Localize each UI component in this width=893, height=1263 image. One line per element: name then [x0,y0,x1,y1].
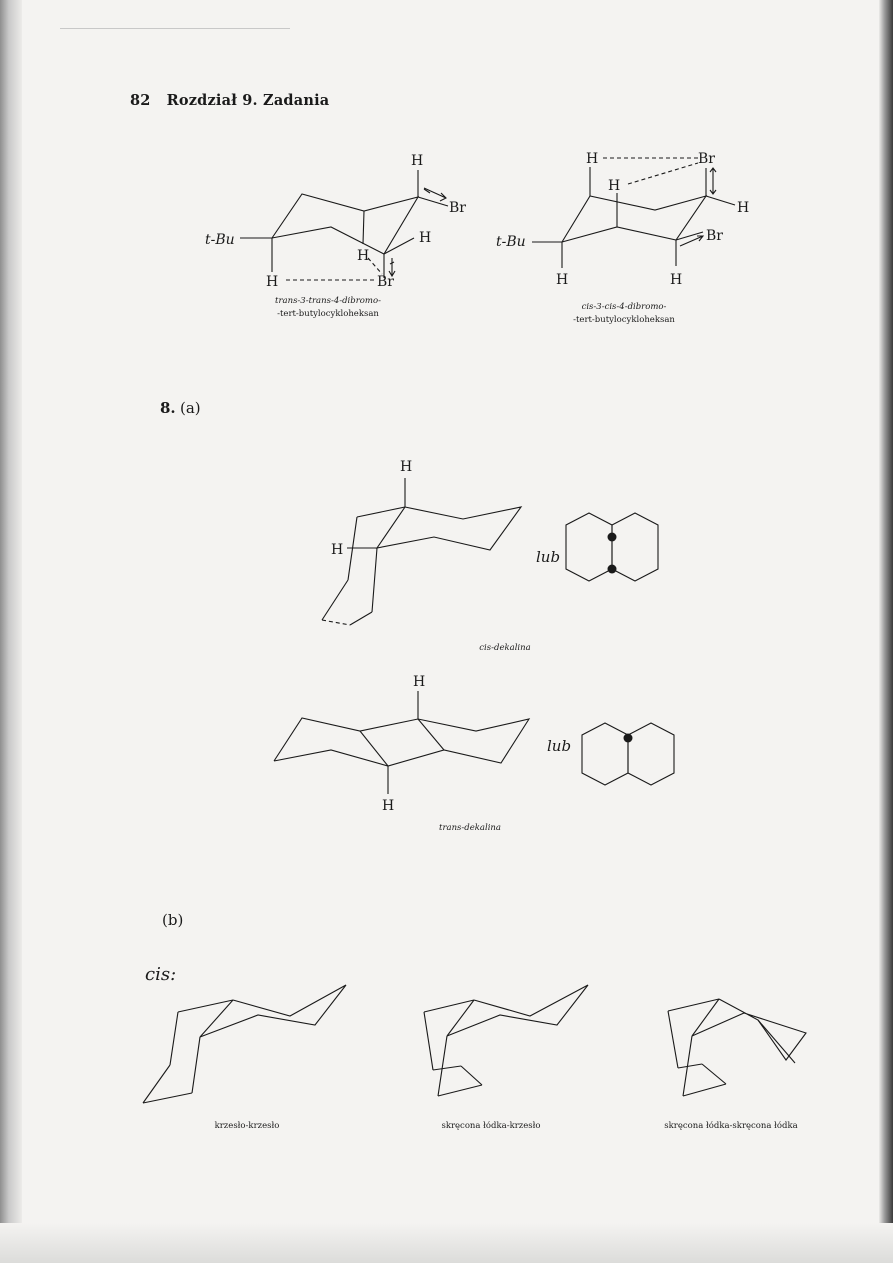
conformer-label-3: skręcona łódka-skręcona łódka [664,1121,798,1131]
atom-h-top: H [586,151,599,167]
atom-h-mid: H [608,178,621,194]
atom-br-bottom: Br [377,274,394,290]
atom-br-right: Br [706,228,723,244]
caption-trans-line1: trans-3-trans-4-dibromo- [275,296,381,306]
atom-h-mid: H [357,248,370,264]
stereo-dot-bottom [608,565,617,574]
cis-decalin-structure [322,459,658,653]
caption-cis-line2: -tert-butylocykloheksan [573,315,675,325]
conformer-twistboat-chair [424,985,588,1131]
conformer-label-2: skręcona łódka-krzesło [441,1121,541,1131]
cis-dibromo-structure [496,151,749,325]
group-tbu: t-Bu [496,234,526,250]
conformer-twistboat-twistboat [664,999,806,1131]
trans-decalin-structure [274,674,674,833]
atom-h-left: H [331,542,344,558]
trans-dibromo-structure [205,153,466,319]
atom-h-bottom-left: H [556,272,569,288]
conformer-label-1: krzesło-krzesło [214,1121,280,1131]
atom-h-top: H [411,153,424,169]
atom-h-right: H [737,200,750,216]
atom-h-right: H [419,230,432,246]
conformer-chair-chair [143,985,346,1131]
atom-h-bottom-right: H [670,272,683,288]
chapter-title: Rozdział 9. Zadania [166,92,330,109]
stereo-dot [624,734,633,743]
caption-cis-decalin: cis-dekalina [479,643,531,653]
atom-h-bottom: H [266,274,279,290]
cis-label: cis: [145,964,177,985]
caption-trans-line2: -tert-butylocykloheksan [277,309,379,319]
section-number: 8. [160,399,176,417]
stereo-dot-top [608,533,617,542]
section-b-label: (b) [162,911,184,929]
caption-trans-decalin: trans-dekalina [439,823,501,833]
lub-label: lub [536,548,561,566]
lub-label: lub [547,737,572,755]
atom-h-bottom: H [382,798,395,814]
atom-br-top: Br [698,151,715,167]
caption-cis-line1: cis-3-cis-4-dibromo- [581,302,667,312]
section-a-label: (a) [180,399,201,417]
group-tbu: t-Bu [205,232,235,248]
page-number: 82 [130,92,151,109]
atom-h-top: H [400,459,413,475]
atom-br-right: Br [449,200,466,216]
atom-h-top: H [413,674,426,690]
